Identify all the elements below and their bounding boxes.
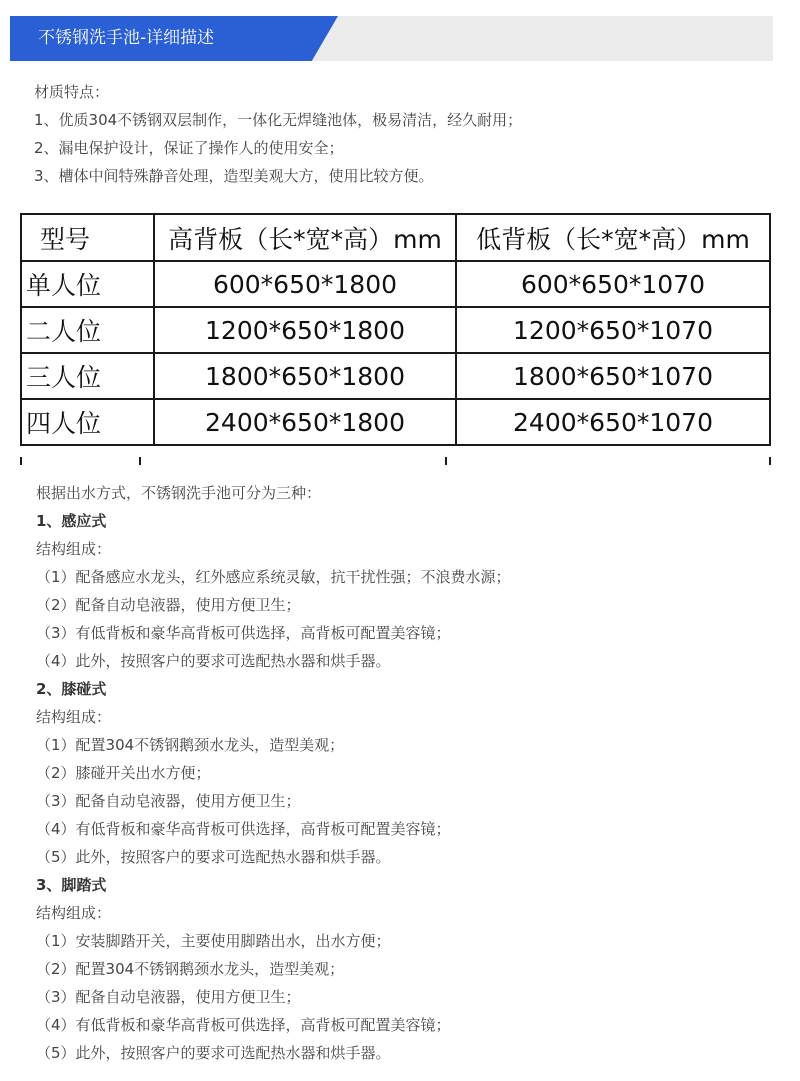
table-cell: 2400*650*1070	[456, 399, 770, 445]
table-row	[21, 261, 770, 307]
list-item: （2）膝碰开关出水方便；	[36, 764, 211, 782]
list-item: （5）此外，按照客户的要求可选配热水器和烘手器。	[36, 1044, 391, 1062]
table-header-cell: 低背板（长*宽*高）mm	[456, 214, 770, 261]
header-title: 不锈钢洗手池-详细描述	[38, 28, 215, 48]
table-cell: 600*650*1070	[456, 261, 770, 307]
table-header-cell: 型号	[21, 214, 154, 261]
table-cell: 600*650*1800	[154, 261, 456, 307]
list-item: （3）配备自动皂液器，使用方便卫生；	[36, 792, 301, 810]
table-cell: 1800*650*1800	[154, 353, 456, 399]
table-cropped-edge	[20, 457, 771, 465]
table-row	[21, 399, 770, 445]
section-header	[10, 16, 773, 61]
table-header-cell: 高背板（长*宽*高）mm	[154, 214, 456, 261]
type-subtitle: 结构组成：	[36, 708, 112, 726]
feature-item: 2、漏电保护设计，保证了操作人的使用安全；	[34, 139, 344, 157]
table-row	[21, 307, 770, 353]
list-item: （1）配置304不锈钢鹅颈水龙头，造型美观；	[36, 736, 345, 754]
table-cell: 2400*650*1800	[154, 399, 456, 445]
list-item: （2）配置304不锈钢鹅颈水龙头，造型美观；	[36, 960, 345, 978]
material-features	[34, 78, 522, 190]
list-item: （2）配备自动皂液器，使用方便卫生；	[36, 596, 301, 614]
type-subtitle: 结构组成：	[36, 540, 112, 558]
table-cell: 单人位	[21, 261, 154, 307]
table-cell: 二人位	[21, 307, 154, 353]
type-title: 2、膝碰式	[36, 680, 107, 698]
table-header-row	[21, 214, 770, 261]
list-item: （5）此外，按照客户的要求可选配热水器和烘手器。	[36, 848, 391, 866]
list-item: （3）有低背板和豪华高背板可供选择，高背板可配置美容镜；	[36, 624, 451, 642]
spec-table	[20, 213, 771, 446]
table-cell: 四人位	[21, 399, 154, 445]
feature-item: 1、优质304不锈钢双层制作，一体化无焊缝池体，极易清洁，经久耐用；	[34, 111, 523, 129]
table-cell: 1200*650*1070	[456, 307, 770, 353]
list-item: （4）此外，按照客户的要求可选配热水器和烘手器。	[36, 652, 391, 670]
table-cell: 1200*650*1800	[154, 307, 456, 353]
list-item: （1）配备感应水龙头，红外感应系统灵敏，抗干扰性强；不浪费水源；	[36, 568, 511, 586]
feature-item: 3、槽体中间特殊静音处理，造型美观大方，使用比较方便。	[34, 167, 434, 185]
list-item: （1）安装脚踏开关，主要使用脚踏出水，出水方便；	[36, 932, 391, 950]
intro-text: 根据出水方式，不锈钢洗手池可分为三种：	[36, 484, 322, 502]
list-item: （3）配备自动皂液器，使用方便卫生；	[36, 988, 301, 1006]
table-row	[21, 353, 770, 399]
table-cell: 1800*650*1070	[456, 353, 770, 399]
list-item: （4）有低背板和豪华高背板可供选择，高背板可配置美容镜；	[36, 1016, 451, 1034]
type-subtitle: 结构组成：	[36, 904, 112, 922]
type-title: 3、脚踏式	[36, 876, 107, 894]
outlet-types-section	[36, 479, 511, 1067]
table-cell: 三人位	[21, 353, 154, 399]
list-item: （4）有低背板和豪华高背板可供选择，高背板可配置美容镜；	[36, 820, 451, 838]
features-heading: 材质特点：	[34, 83, 110, 101]
type-title: 1、感应式	[36, 512, 107, 530]
